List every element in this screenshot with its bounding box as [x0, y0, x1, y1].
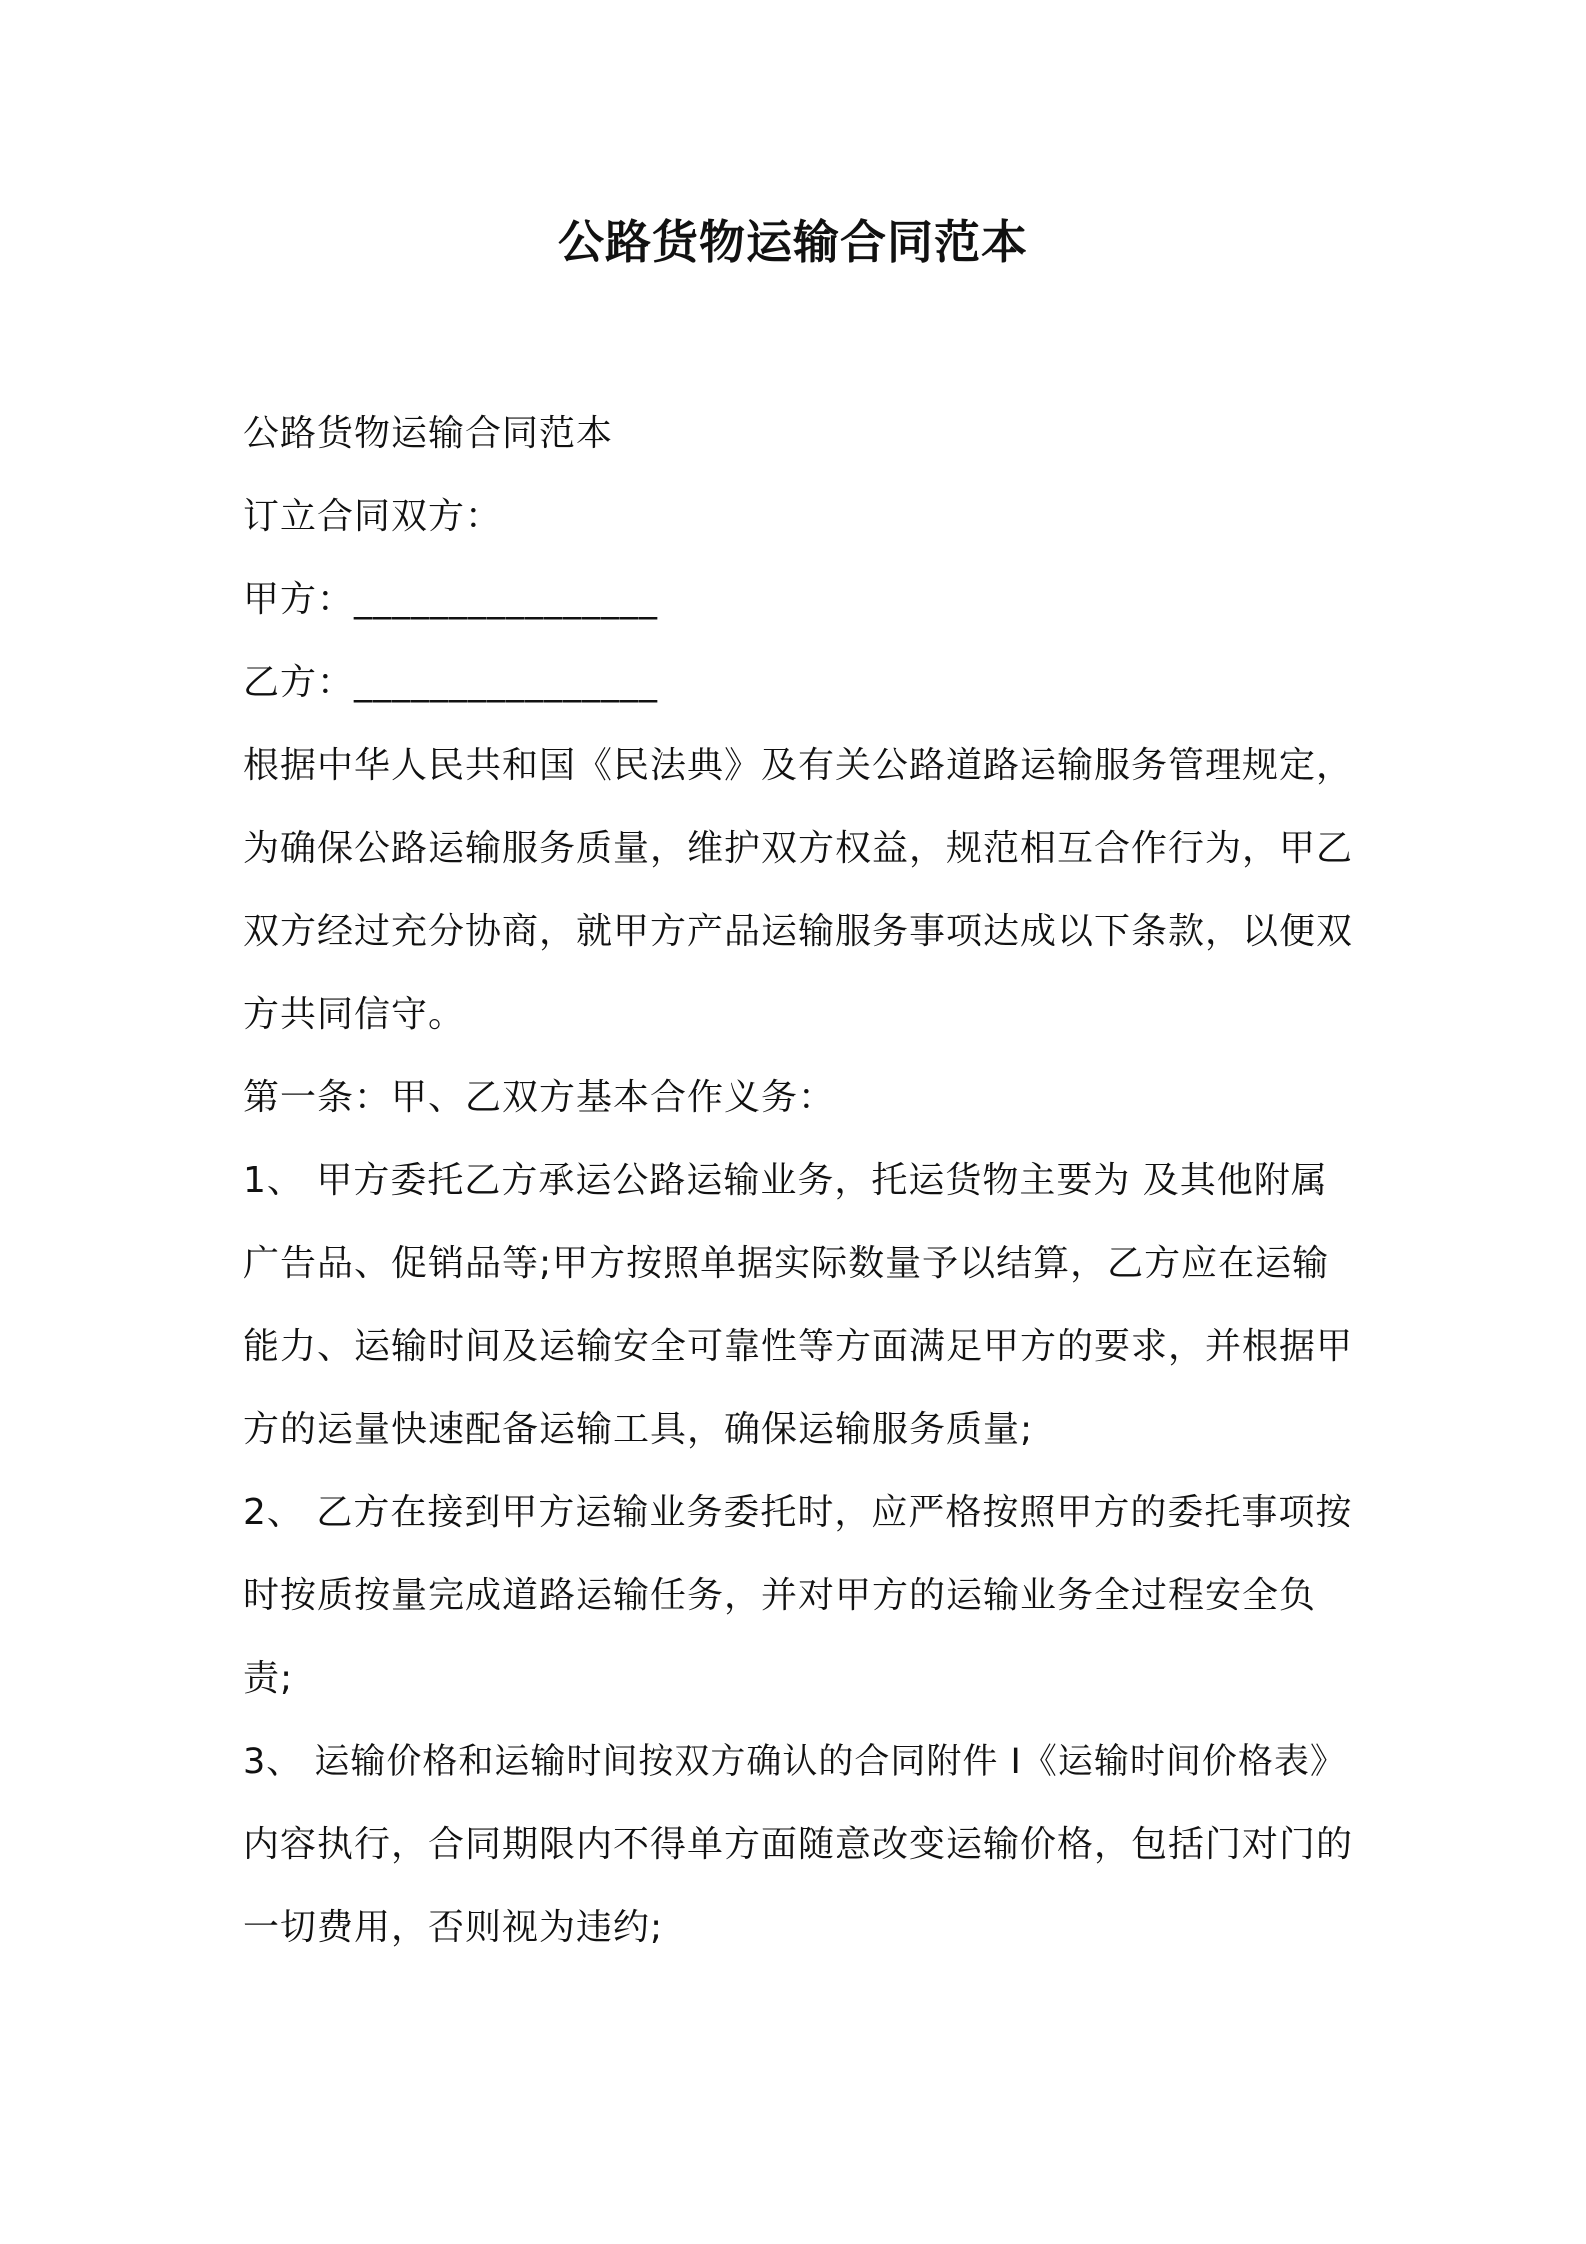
clause-3-line: 3、 运输价格和运输时间按双方确认的合同附件 I《运输时间价格表》 [243, 1742, 1346, 1782]
clause-2-line: 时按质按量完成道路运输任务，并对甲方的运输业务全过程安全负 [243, 1575, 1317, 1616]
clause-1-line: 广告品、促销品等;甲方按照单据实际数量予以结算，乙方应在运输 [243, 1243, 1330, 1284]
subtitle-line: 公路货物运输合同范本 [243, 413, 614, 454]
clause-1-line: 能力、运输时间及运输安全可靠性等方面满足甲方的要求，并根据甲 [243, 1326, 1354, 1367]
clause-2-line: 2、 乙方在接到甲方运输业务委托时，应严格按照甲方的委托事项按 [243, 1492, 1353, 1533]
preamble-line: 为确保公路运输服务质量，维护双方权益，规范相互合作行为，甲乙 [243, 828, 1354, 869]
parties-heading: 订立合同双方： [243, 496, 503, 537]
clause-3-line: 内容执行，合同期限内不得单方面随意改变运输价格，包括门对门的 [243, 1824, 1354, 1865]
clause-1-line: 1、 甲方委托乙方承运公路运输业务，托运货物主要为 及其他附属 [243, 1160, 1328, 1201]
party-b-line: 乙方：________________ [243, 662, 659, 703]
article-1-heading: 第一条：甲、乙双方基本合作义务： [243, 1077, 836, 1118]
clause-2-line: 责; [243, 1658, 294, 1699]
preamble-line: 方共同信守。 [243, 994, 466, 1035]
clause-1-line: 方的运量快速配备运输工具，确保运输服务质量; [243, 1409, 1034, 1450]
preamble-line: 根据中华人民共和国《民法典》及有关公路道路运输服务管理规定， [243, 745, 1354, 786]
preamble-line: 双方经过充分协商，就甲方产品运输服务事项达成以下条款，以便双 [243, 911, 1354, 952]
clause-3-line: 一切费用，否则视为违约; [243, 1907, 664, 1948]
document-title: 公路货物运输合同范本 [558, 215, 1028, 269]
party-a-line: 甲方：________________ [243, 579, 659, 620]
